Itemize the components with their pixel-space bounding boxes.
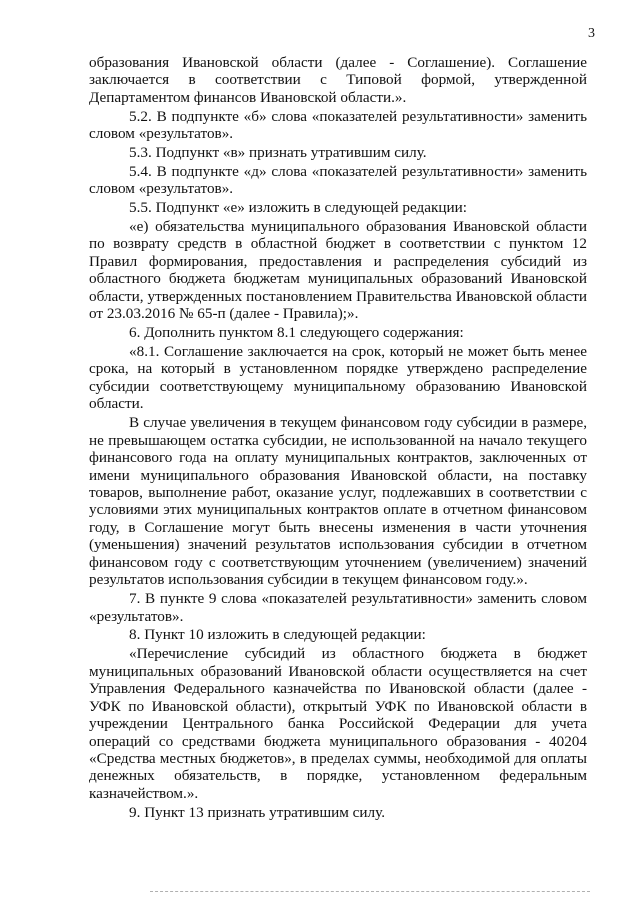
paragraph-8-1: «8.1. Соглашение заключается на срок, который не может быть менее срока, на который в установленном порядке утверждено распределение субсидии соответствующему муниципальному образованию Ивановской области.	[89, 342, 587, 413]
paragraph-5-2: 5.2. В подпункте «б» слова «показателей результативности» заменить словом «результатов».	[89, 107, 587, 143]
paragraph-subitem-e: «е) обязательства муниципального образования Ивановской области по возврату средств в областной бюджет в соответствии с пунктом 12 Правил формирования, предоставления и распределения субсидий из областного бюджета бюджетам муниципальных образований Ивановской области, утвержденных постановлением Правительства Ивановской области от 23.03.2016 № 65-п (далее - Правила);».	[89, 218, 587, 323]
scan-artifact-line	[150, 891, 590, 894]
paragraph-5-4: 5.4. В подпункте «д» слова «показателей результативности» заменить словом «результатов».	[89, 162, 587, 198]
paragraph-9: 9. Пункт 13 признать утратившим силу.	[129, 803, 385, 821]
paragraph-7: 7. В пункте 9 слова «показателей результативности» заменить словом «результатов».	[89, 590, 587, 625]
paragraph-continuation: образования Ивановской области (далее - Соглашение). Соглашение заключается в соответствии с Типовой формой, утвержденной Департаментом финансов Ивановской области.».	[89, 54, 587, 106]
paragraph-transfer: «Перечисление субсидий из областного бюджета в бюджет муниципальных образований Ивановской области осуществляется на счет Управления Федерального казначейства по Ивановской области (далее - УФК по Ивановской области), открытый УФК по Ивановской области в учреждении Центрального банка Российской Федерации для учета операций со средствами бюджета муниципального образования - 40204 «Средства местных бюджетов», в пределах суммы, необходимой для оплаты денежных обязательств, в порядке, установленном федеральным казначейством.».	[89, 645, 587, 802]
paragraph-6: 6. Дополнить пунктом 8.1 следующего содержания:	[129, 324, 464, 342]
page-number: 3	[588, 26, 595, 41]
document-body	[89, 54, 587, 823]
paragraph-5-5: 5.5. Подпункт «е» изложить в следующей редакции:	[129, 199, 467, 217]
paragraph-8: 8. Пункт 10 изложить в следующей редакции:	[129, 626, 426, 644]
paragraph-5-3: 5.3. Подпункт «в» признать утратившим силу.	[129, 144, 427, 162]
paragraph-subsidy-increase: В случае увеличения в текущем финансовом году субсидии в размере, не превышающем остатка субсидии, не использованной на начало текущего финансового года на оплату муниципальных контрактов, заключенных от имени муниципального образования Ивановской области, на поставку товаров, выполнение работ, оказание услуг, подлежавших в соответствии с условиями этих муниципальных контрактов оплате в отчетном финансовом году, в Соглашение могут быть внесены изменения в части уточнения (уменьшения) значений результатов использования субсидии в отчетном финансовом году с соответствующим уточнением (увеличением) значений результатов использования субсидии в текущем финансовом году.».	[89, 414, 587, 589]
